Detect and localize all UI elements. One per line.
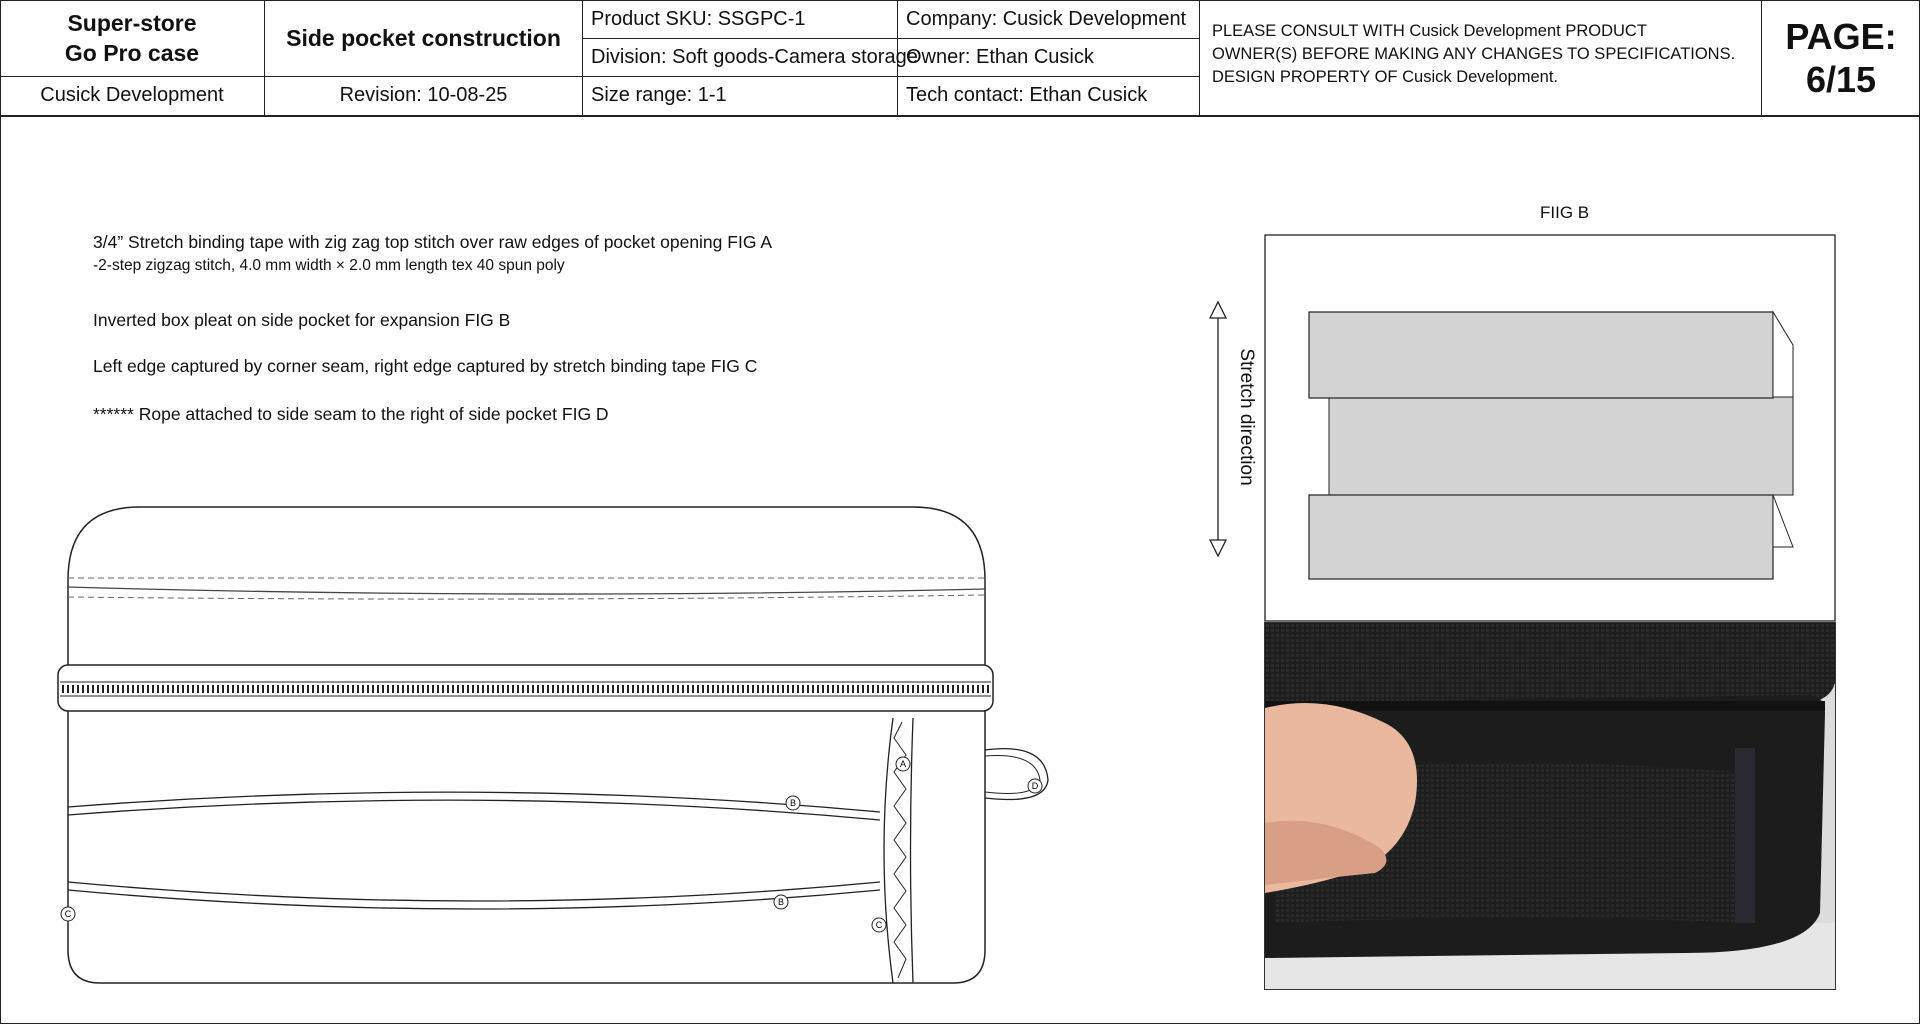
owner: Owner: Ethan Cusick bbox=[898, 38, 1200, 76]
note-fig-a: 3/4” Stretch binding tape with zig zag top stitch over raw edges of pocket opening FIG A bbox=[93, 232, 772, 252]
lid-seam-line bbox=[68, 587, 985, 594]
binding-tape-left-edge bbox=[884, 718, 893, 983]
pleat-upper-fold bbox=[1309, 312, 1773, 398]
product-name-line2: Go Pro case bbox=[64, 40, 200, 66]
stretch-arrow-up-head bbox=[1210, 302, 1226, 318]
product-name-cell bbox=[0, 0, 265, 76]
page-number: 6/15 bbox=[1805, 58, 1877, 100]
case-side-drawing bbox=[55, 500, 1055, 995]
callout-c-right-label: C bbox=[875, 920, 883, 930]
pocket-pleat-line-lower-bottom bbox=[68, 890, 880, 909]
note-fig-c: Left edge captured by corner seam, right edge captured by stretch binding tape FIG C bbox=[93, 356, 758, 376]
fig-b-pleat-diagram bbox=[1200, 230, 1840, 622]
sheet-title: Side pocket construction bbox=[265, 0, 583, 76]
pocket-photo-image bbox=[1265, 623, 1835, 989]
pleat-center-panel bbox=[1329, 397, 1793, 495]
callout-d-label: D bbox=[1031, 781, 1039, 791]
callout-c-left-label: C bbox=[64, 909, 72, 919]
size-range: Size range: 1-1 bbox=[583, 76, 898, 115]
pocket-pleat-line-upper-bottom bbox=[68, 800, 880, 820]
notice-line3: DESIGN PROPERTY OF Cusick Development. bbox=[1212, 68, 1558, 86]
callout-b-lower-label: B bbox=[777, 897, 785, 907]
page-label: PAGE: bbox=[1785, 15, 1897, 57]
product-name-line1: Super-store bbox=[67, 10, 197, 36]
page-cell bbox=[1762, 0, 1920, 115]
pleat-lower-fold bbox=[1309, 495, 1773, 579]
title-block bbox=[0, 0, 1920, 117]
stretch-arrow-down-head bbox=[1210, 540, 1226, 556]
tech-contact: Tech contact: Ethan Cusick bbox=[898, 76, 1200, 115]
lid-stitch-line-2 bbox=[68, 595, 985, 599]
case-lid-outline bbox=[68, 507, 985, 668]
notice-line1: PLEASE CONSULT WITH Cusick Development PRODUCT bbox=[1212, 22, 1647, 40]
company-footer: Cusick Development bbox=[0, 76, 265, 115]
note-fig-d: ****** Rope attached to side seam to the right of side pocket FIG D bbox=[93, 404, 609, 424]
binding-tape-right-edge bbox=[911, 718, 914, 983]
product-sku: Product SKU: SSGPC-1 bbox=[583, 0, 898, 38]
notice-line2: OWNER(S) BEFORE MAKING ANY CHANGES TO SPECIFICATIONS. bbox=[1212, 45, 1736, 63]
note-fig-a-detail: -2-step zigzag stitch, 4.0 mm width × 2.0 mm length tex 40 spun poly bbox=[93, 257, 565, 274]
ownership-notice bbox=[1200, 0, 1762, 115]
pocket-pleat-line-upper-top bbox=[68, 792, 880, 812]
division: Division: Soft goods-Camera storage bbox=[583, 38, 898, 76]
callouts bbox=[61, 757, 1042, 932]
callout-a-label: A bbox=[899, 759, 907, 769]
pocket-pleat-line-lower-top bbox=[68, 882, 880, 901]
fig-b-title: FIIG B bbox=[1540, 203, 1590, 222]
stretch-direction-label: Stretch direction bbox=[1236, 348, 1257, 486]
note-fig-b: Inverted box pleat on side pocket for expansion FIG B bbox=[93, 310, 511, 330]
company: Company: Cusick Development bbox=[898, 0, 1200, 38]
case-body-outline bbox=[68, 711, 985, 983]
callout-b-upper-label: B bbox=[789, 798, 797, 808]
revision: Revision: 10-08-25 bbox=[265, 76, 583, 115]
pocket-photo bbox=[1264, 622, 1836, 990]
